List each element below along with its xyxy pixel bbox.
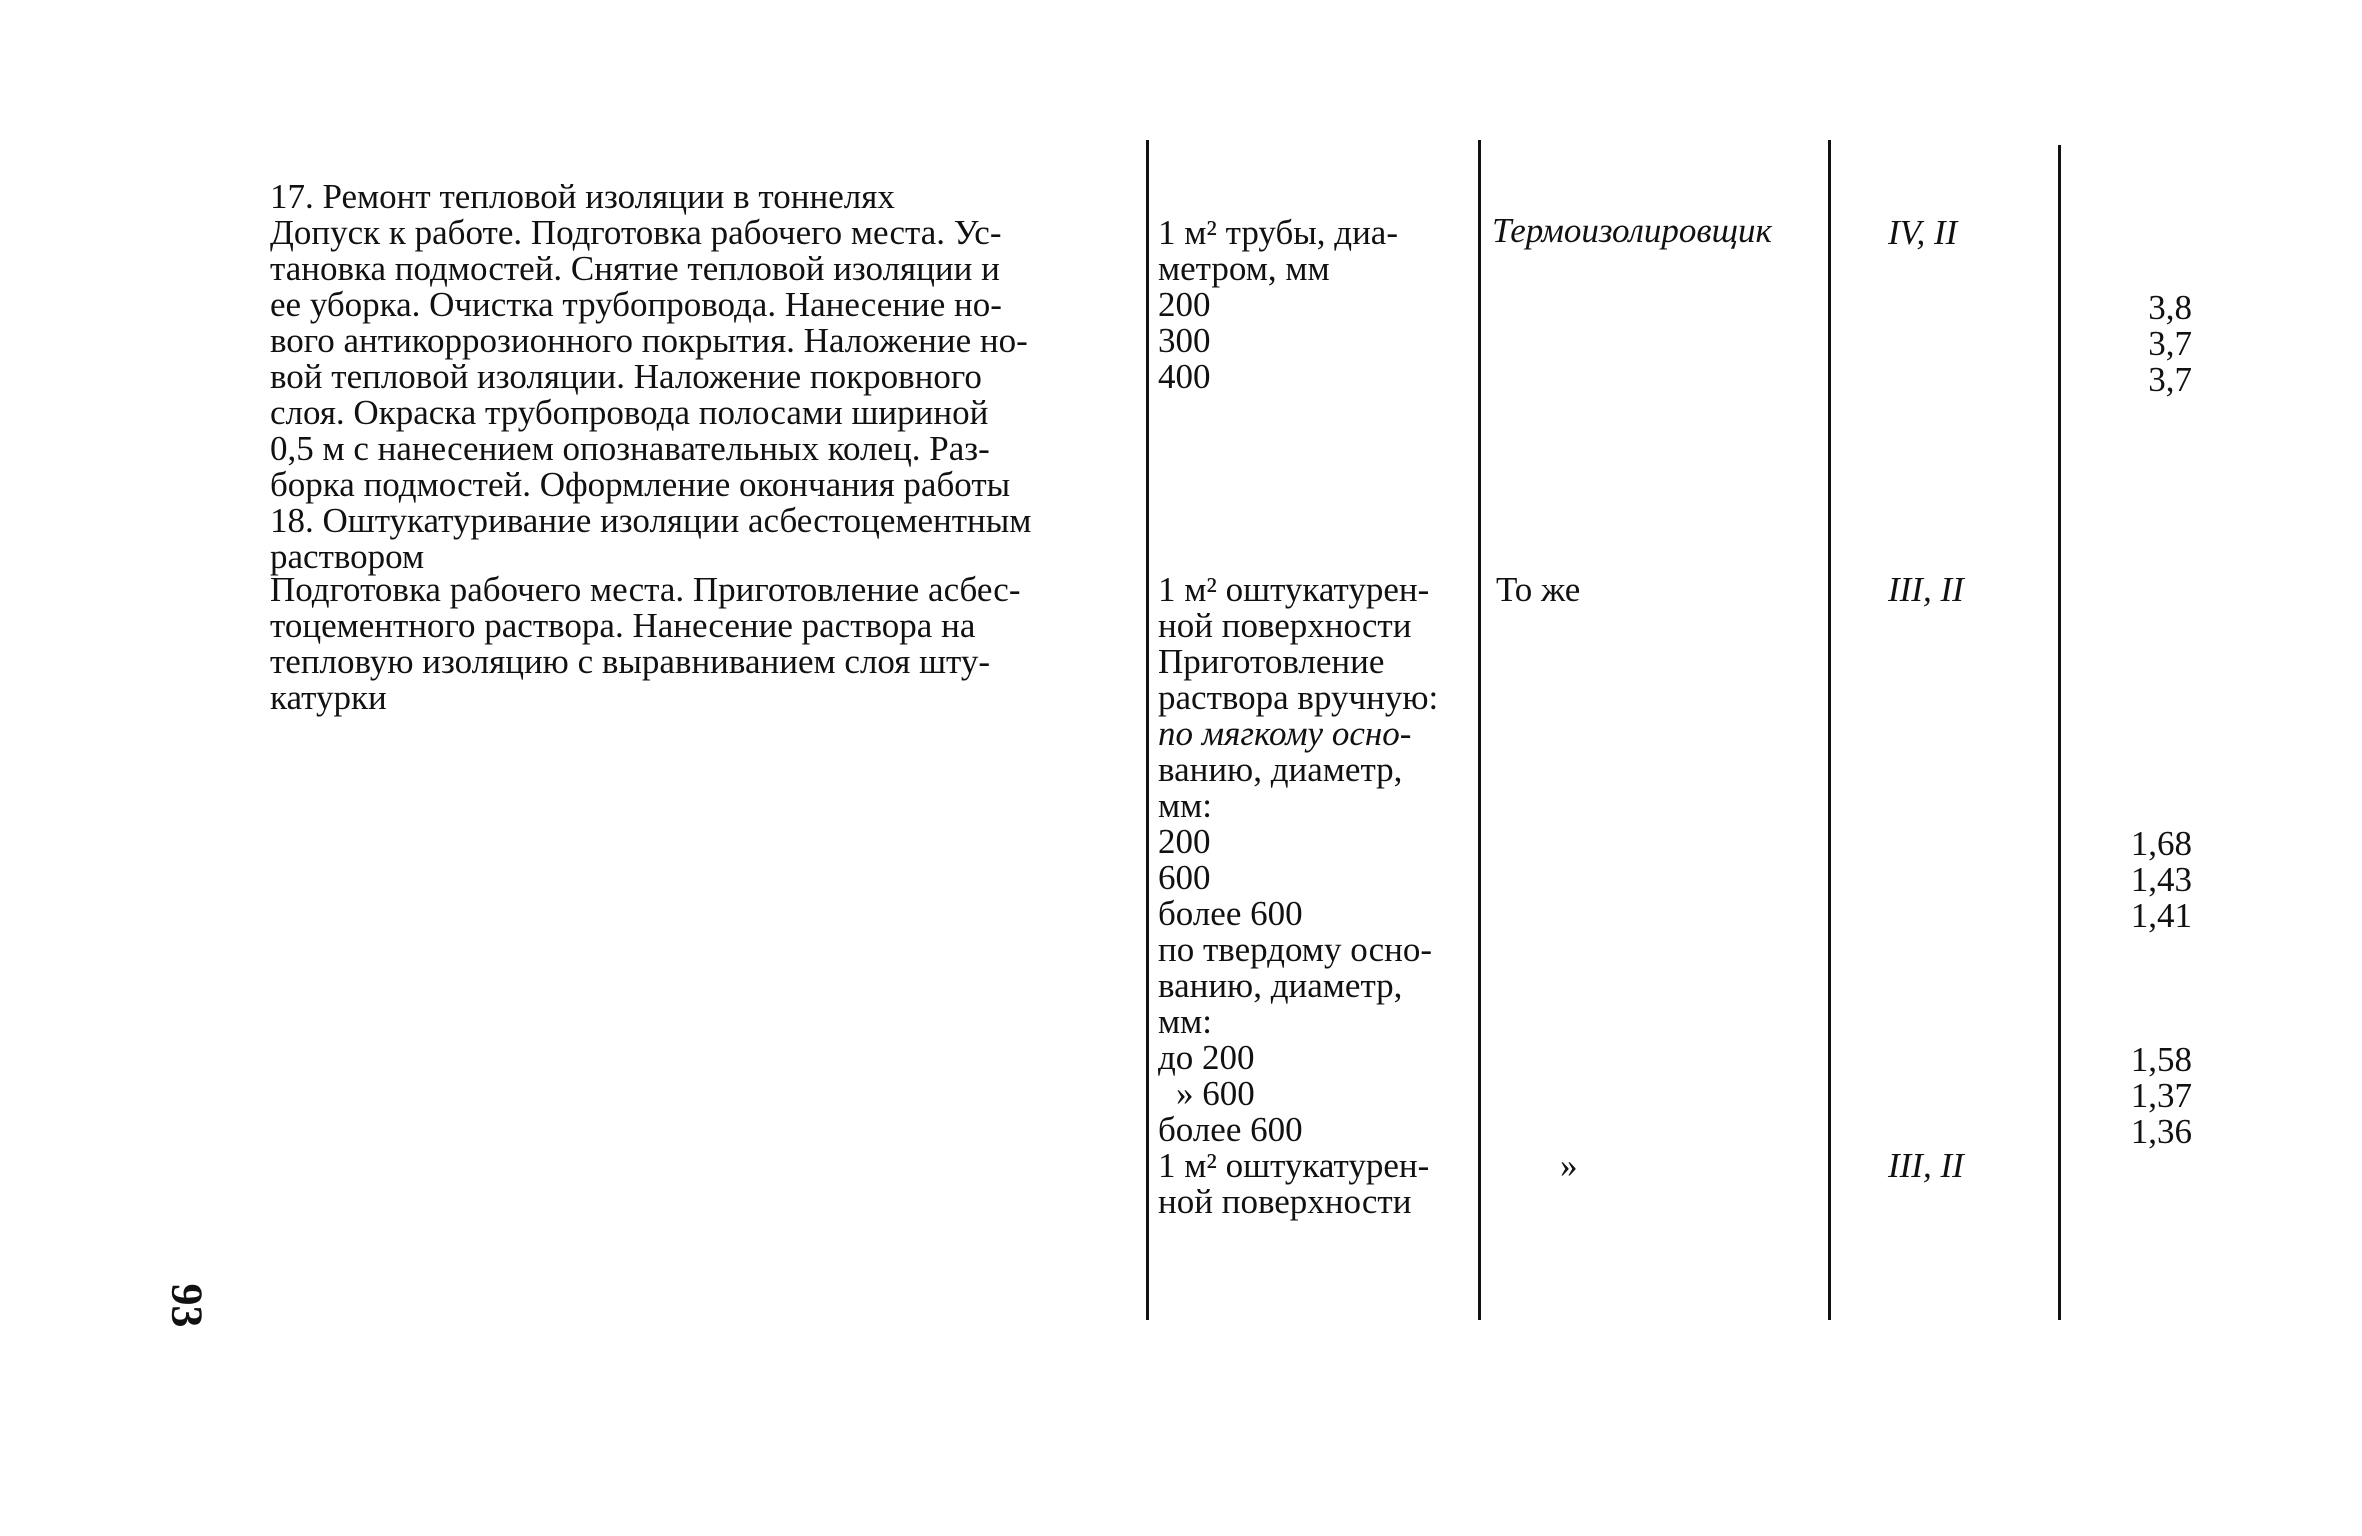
section-17-worker: Термоизолировщик	[1492, 211, 1772, 250]
section-18-soft-heading-1: по мягкому осно-	[1158, 714, 1412, 753]
column-divider-3	[1828, 140, 1831, 1320]
section-18-hard-row-2-label: » 600	[1176, 1074, 1255, 1113]
section-18-prep-heading-2: раствора вручную:	[1158, 678, 1439, 717]
section-17-line-3: ее уборка. Очистка трубопровода. Нанесение но-	[270, 285, 1002, 324]
section-17-row-3-value: 3,7	[2148, 360, 2192, 399]
section-17-title: 17. Ремонт тепловой изоляции в тоннелях	[270, 177, 895, 216]
section-18-title-2: раствором	[270, 537, 425, 576]
section-18-soft-heading-3: мм:	[1158, 786, 1213, 825]
section-17-row-3-label: 400	[1158, 357, 1211, 396]
section-17-grade: IV, II	[1888, 213, 1958, 252]
section-18-soft-row-1-value: 1,68	[2130, 824, 2192, 863]
column-divider-2	[1478, 140, 1481, 1320]
section-18-soft-row-2-label: 600	[1158, 858, 1211, 897]
column-divider-1	[1146, 140, 1149, 1320]
section-17-line-8: борка подмостей. Оформление окончания работы	[270, 465, 1011, 504]
section-18-grade-2: III, II	[1888, 1146, 1964, 1185]
section-18-line-3: тепловую изоляцию с выравниванием слоя шту-	[270, 642, 991, 681]
section-18-soft-row-2-value: 1,43	[2130, 860, 2192, 899]
page-number: 93	[162, 1283, 212, 1328]
section-18-unit-1: 1 м² оштукатурен-	[1158, 570, 1430, 609]
section-18-unit-2: ной поверхности	[1158, 606, 1412, 645]
section-18-unit2-1: 1 м² оштукатурен-	[1158, 1146, 1430, 1185]
section-17-line-6: слоя. Окраска трубопровода полосами шириной	[270, 393, 989, 432]
section-17-line-7: 0,5 м с нанесением опознавательных колец. Раз-	[270, 429, 990, 468]
section-17-line-4: вого антикоррозионного покрытия. Наложение но-	[270, 321, 1028, 360]
section-18-soft-heading-2: ванию, диаметр,	[1158, 750, 1403, 789]
section-17-row-1-value: 3,8	[2148, 288, 2192, 327]
section-18-title-1: 18. Оштукатуривание изоляции асбестоцементным	[270, 501, 1032, 540]
section-18-hard-heading-3: мм:	[1158, 1002, 1213, 1041]
section-17-row-2-label: 300	[1158, 321, 1211, 360]
section-18-worker: То же	[1496, 570, 1581, 609]
column-divider-4	[2058, 145, 2061, 1320]
section-18-hard-row-3-value: 1,36	[2130, 1112, 2192, 1151]
section-18-grade: III, II	[1888, 570, 1964, 609]
section-18-line-2: тоцементного раствора. Нанесение раствора на	[270, 606, 976, 645]
section-18-hard-row-3-label: более 600	[1158, 1110, 1303, 1149]
section-17-line-1: Допуск к работе. Подготовка рабочего места. Ус-	[270, 213, 1002, 252]
section-17-row-2-value: 3,7	[2148, 324, 2192, 363]
section-17-line-5: вой тепловой изоляции. Наложение покровного	[270, 357, 982, 396]
section-18-prep-heading-1: Приготовление	[1158, 642, 1385, 681]
section-18-hard-row-1-label: до 200	[1158, 1038, 1255, 1077]
section-18-unit2-2: ной поверхности	[1158, 1182, 1412, 1221]
section-17-line-2: тановка подмостей. Снятие тепловой изоляции и	[270, 249, 1000, 288]
section-18-worker-2: »	[1560, 1146, 1578, 1185]
section-17-unit-1: 1 м² трубы, диа-	[1158, 213, 1398, 252]
section-18-line-1: Подготовка рабочего места. Приготовление асбес-	[270, 570, 1021, 609]
section-18-hard-row-1-value: 1,58	[2130, 1040, 2192, 1079]
section-18-soft-row-3-value: 1,41	[2130, 896, 2192, 935]
section-18-soft-row-3-label: более 600	[1158, 894, 1303, 933]
section-18-line-4: катурки	[270, 678, 387, 717]
section-18-soft-row-1-label: 200	[1158, 822, 1211, 861]
section-17-unit-2: метром, мм	[1158, 249, 1330, 288]
section-18-hard-row-2-value: 1,37	[2130, 1076, 2192, 1115]
section-18-hard-heading-2: ванию, диаметр,	[1158, 966, 1403, 1005]
section-17-row-1-label: 200	[1158, 285, 1211, 324]
section-18-hard-heading-1: по твердому осно-	[1158, 930, 1433, 969]
